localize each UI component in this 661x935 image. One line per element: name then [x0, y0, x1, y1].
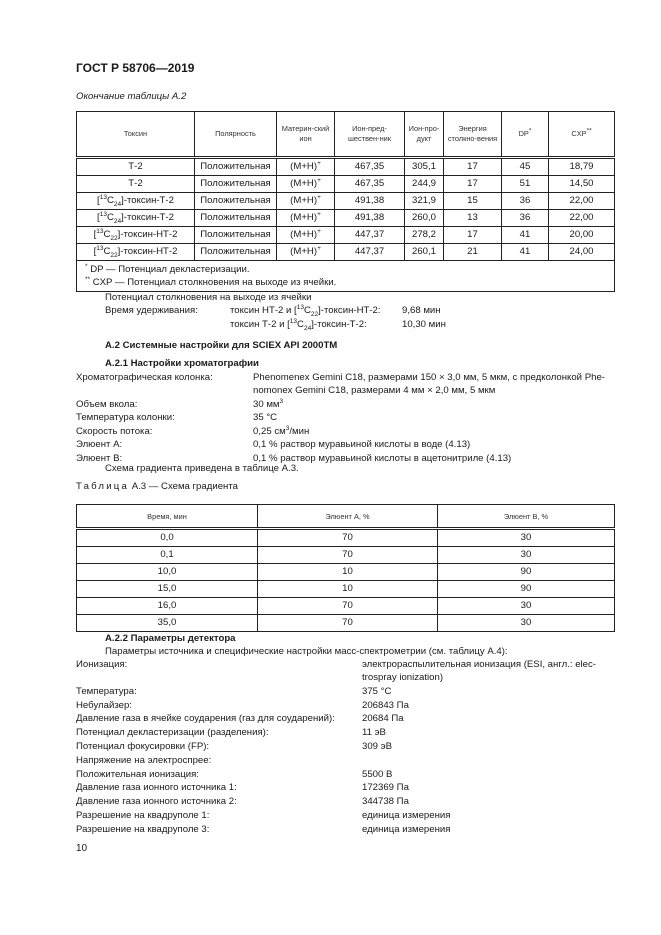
table-row: [77, 176, 615, 193]
param-label: Ионизация:: [76, 659, 128, 670]
param-label: Температура:: [76, 685, 137, 697]
footnote: [85, 276, 608, 289]
cxp-mark: **: [586, 127, 592, 135]
value-text: единица измерения: [362, 823, 451, 835]
cell-toxin: [77, 227, 195, 244]
cell-time: 0,1: [77, 547, 258, 564]
footnote-mark: *: [85, 262, 88, 270]
cell-energy: 17: [444, 158, 502, 176]
ion-text: (М+Н): [290, 229, 318, 240]
toxin-isotope: 13: [96, 244, 104, 252]
footnote: [85, 263, 608, 276]
cell-product: 244,9: [405, 176, 444, 193]
footnote-text: DP — Потенциал декластеризации.: [87, 264, 250, 275]
param-value: [362, 740, 392, 753]
cell-energy: 15: [444, 193, 502, 210]
toxin-pre: [: [93, 246, 97, 257]
table-a2-caption: Окончание таблицы А.2: [76, 91, 187, 102]
cell-cxp: 22,00: [549, 210, 615, 227]
col-eluent-a: Элюент А, %: [258, 505, 438, 529]
footnote-row: [77, 261, 615, 292]
dp-mark: *: [528, 127, 532, 135]
table-header-row: [77, 112, 615, 158]
param-label: Потенциал декластеризации (разделения):: [76, 727, 269, 739]
col-product: Ион-про-дукт: [405, 112, 444, 158]
param-value: [362, 685, 391, 698]
cell-eluent-b: 30: [438, 615, 615, 632]
cell-eluent-a: 10: [258, 581, 438, 598]
cell-cxp: 14,50: [549, 176, 615, 193]
toxin-count: 24: [113, 200, 122, 208]
param-label: Небулайзер:: [76, 699, 132, 711]
cell-cxp: 22,00: [549, 193, 615, 210]
table-row: [77, 615, 615, 632]
param-value: [253, 371, 605, 384]
toxin-pre: [: [97, 195, 100, 206]
table-a3-caption: [76, 481, 238, 492]
table-footnotes: [77, 261, 615, 292]
cell-dp: 36: [502, 193, 549, 210]
col-precursor: Ион-пред-шествен-ник: [335, 112, 405, 158]
cell-product: 260,0: [405, 210, 444, 227]
cell-precursor: 491,38: [335, 193, 405, 210]
toxin-isotope: 13: [99, 210, 107, 218]
cell-time: 10,0: [77, 564, 258, 581]
cell-product: 260,1: [405, 244, 444, 261]
cell-toxin: [77, 176, 195, 193]
cell-time: 15,0: [77, 581, 258, 598]
table-row: [77, 547, 615, 564]
cell-dp: 41: [502, 244, 549, 261]
param-value: [253, 411, 277, 424]
cell-precursor: 447,37: [335, 244, 405, 261]
param-label: Давление газа в ячейке соударения (газ для соударений):: [76, 713, 335, 725]
toxin-pre: [: [97, 212, 100, 223]
param-value: [362, 823, 450, 836]
cell-dp: 45: [502, 158, 549, 176]
footnote-text: CXP — Потенциал столкновения на выходе из ячейки.: [90, 277, 337, 288]
value-exponent: 3: [279, 397, 284, 405]
cell-polarity: Положительная: [195, 227, 277, 244]
ion-charge: +: [317, 244, 321, 252]
section-a2-title: А.2 Системные настройки для SCIEX API 2000TM: [105, 340, 338, 351]
value-unit: /мин: [289, 425, 310, 437]
ion-text: (М+Н): [290, 246, 318, 257]
ion-charge: +: [317, 193, 321, 201]
table-row: [77, 210, 615, 227]
cell-toxin: [77, 210, 195, 227]
cell-parent-ion: [277, 176, 335, 193]
value-text: 309 эВ: [362, 741, 392, 752]
param-label: Разрешение на квадруполе 1:: [76, 810, 210, 821]
param-label: Давление газа ионного источника 1:: [76, 782, 237, 794]
param-label: Разрешение на квадруполе 3:: [76, 823, 210, 835]
cell-eluent-b: 90: [438, 581, 615, 598]
cell-eluent-b: 30: [438, 529, 615, 547]
toxin-post: ]-токсин-Т-2: [121, 212, 174, 223]
ion-text: (М+Н): [290, 161, 318, 172]
toxin-count: 24: [113, 217, 122, 225]
cell-toxin: [77, 244, 195, 261]
cell-eluent-b: 90: [438, 564, 615, 581]
cell-product: 321,9: [405, 193, 444, 210]
count: 22: [310, 310, 319, 318]
page-number: 10: [76, 843, 88, 854]
count: 24: [303, 324, 312, 332]
param-value: [362, 699, 409, 712]
cell-polarity: Положительная: [195, 176, 277, 193]
cell-time: 35,0: [77, 615, 258, 632]
table-row: [77, 564, 615, 581]
col-cxp: [549, 112, 615, 158]
retention-label: Время удерживания:: [105, 305, 198, 316]
toxin-isotope: 13: [99, 193, 107, 201]
gradient-note: Схема градиента приведена в таблице А.3.: [105, 463, 299, 474]
compound-pre: токсин НТ-2 и [: [230, 305, 297, 316]
col-energy: Энергия столкно-вения: [444, 112, 502, 158]
cell-polarity: Положительная: [195, 210, 277, 227]
cell-time: 0,0: [77, 529, 258, 547]
param-value: [253, 438, 470, 451]
param-value: [362, 809, 450, 822]
ion-charge: +: [317, 227, 321, 235]
param-label: Элюент В:: [76, 452, 123, 464]
col-dp-label: DP: [518, 129, 529, 138]
section-a22-title: А.2.2 Параметры детектора: [105, 633, 236, 644]
ion-charge: +: [317, 159, 321, 167]
toxin-post: ]-токсин-Т-2: [121, 195, 174, 206]
cell-dp: 41: [502, 227, 549, 244]
table-row: [77, 193, 615, 210]
value-text: 11 эВ: [362, 727, 386, 739]
compound-post: ]-токсин-НТ-2:: [318, 305, 381, 316]
col-eluent-b: Элюент В, %: [438, 505, 615, 529]
param-label: Элюент А:: [76, 439, 123, 450]
cell-parent-ion: [277, 244, 335, 261]
col-polarity: Полярность: [195, 112, 277, 158]
ion-text: (М+Н): [290, 195, 318, 206]
param-label: Температура колонки:: [76, 412, 175, 423]
cell-product: 305,1: [405, 158, 444, 176]
toxin-count: 22: [110, 251, 118, 259]
toxin-pre: Т-2: [128, 178, 143, 189]
col-time: Время, мин: [77, 505, 258, 529]
cell-precursor: 491,38: [335, 210, 405, 227]
toxin-base: C: [106, 195, 114, 206]
cell-eluent-a: 10: [258, 564, 438, 581]
value-text: 172369 Па: [362, 782, 409, 794]
cell-toxin: [77, 158, 195, 176]
col-cxp-label: CXP: [571, 129, 587, 138]
param-value: [362, 726, 386, 739]
cell-eluent-b: 30: [438, 547, 615, 564]
cell-eluent-a: 70: [258, 547, 438, 564]
cell-polarity: Положительная: [195, 244, 277, 261]
compound-pre: токсин Т-2 и [: [230, 319, 290, 330]
col-toxin: Токсин: [77, 112, 195, 158]
value-text: 206843 Па: [362, 699, 409, 711]
toxin-pre: [: [93, 229, 97, 240]
ion-text: (М+Н): [290, 178, 318, 189]
value-exponent: 3: [285, 424, 290, 432]
ion-charge: +: [317, 176, 321, 184]
cell-parent-ion: [277, 227, 335, 244]
param-value: [362, 795, 409, 808]
cell-eluent-b: 30: [438, 598, 615, 615]
ion-charge: +: [317, 210, 321, 218]
table-a2: [76, 111, 615, 292]
cell-energy: 21: [444, 244, 502, 261]
table-row: [77, 581, 615, 598]
table-row: [77, 158, 615, 176]
cell-precursor: 467,35: [335, 158, 405, 176]
cell-parent-ion: [277, 193, 335, 210]
param-label: Хроматографическая колонка:: [76, 372, 213, 383]
retention-compound: [230, 318, 367, 331]
cell-polarity: Положительная: [195, 158, 277, 176]
cell-eluent-a: 70: [258, 529, 438, 547]
param-label: Положительная ионизация:: [76, 768, 199, 780]
col-parent-ion: Материн-ский ион: [277, 112, 335, 158]
col-dp: [502, 112, 549, 158]
value-text: 0,25 см: [253, 425, 286, 437]
value-text: Phenomenex Gemini C18, размерами 150 × 3,0 мм, 5 мкм, с предколонкой Phe-: [253, 372, 605, 383]
table-a3: [76, 504, 615, 632]
value-text: 30 мм: [253, 398, 280, 410]
toxin-isotope: 13: [96, 227, 104, 235]
param-label: Напряжение на электроспрее:: [76, 754, 212, 766]
param-label: Скорость потока:: [76, 425, 153, 437]
toxin-base: C: [106, 212, 114, 223]
toxin-base: C: [103, 229, 111, 240]
table-header-row: [77, 505, 615, 529]
param-value-cont: trospray ionization): [362, 672, 444, 683]
cell-dp: 51: [502, 176, 549, 193]
cell-cxp: 24,00: [549, 244, 615, 261]
cell-precursor: 447,37: [335, 227, 405, 244]
param-label: Объем вкола:: [76, 398, 138, 410]
cxp-note: Потенциал столкновения на выходе из ячейки: [105, 292, 312, 303]
cell-energy: 13: [444, 210, 502, 227]
isotope: 13: [296, 303, 304, 311]
table-row: [77, 227, 615, 244]
footnote-mark: **: [85, 275, 91, 283]
param-value-cont: nomonex Gemini C18, размерами 4 мм × 2,0 мм, 5 мкм: [253, 385, 496, 396]
element: C: [303, 305, 311, 316]
value-text: 0,1 % раствор муравьиной кислоты в воде (4.13): [253, 439, 471, 450]
cell-energy: 17: [444, 227, 502, 244]
cell-toxin: [77, 193, 195, 210]
toxin-base: C: [103, 246, 111, 257]
cell-parent-ion: [277, 158, 335, 176]
standard-header: ГОСТ Р 58706—2019: [76, 61, 195, 75]
table-label: Таблица: [76, 481, 130, 492]
cell-eluent-a: 70: [258, 615, 438, 632]
value-text: 5500 В: [362, 768, 393, 780]
value-text: 20684 Па: [362, 713, 404, 725]
table-a3-title: А.3 — Схема градиента: [131, 481, 238, 492]
value-text: 344738 Па: [362, 796, 409, 808]
cell-polarity: Положительная: [195, 193, 277, 210]
compound-post: ]-токсин-Т-2:: [311, 319, 367, 330]
value-text: единица измерения: [362, 810, 451, 821]
toxin-post: ]-токсин-НТ-2: [117, 229, 178, 240]
cell-product: 278,2: [405, 227, 444, 244]
value-text: электрораспылительная ионизация (ESI, англ.: elec-: [362, 659, 596, 670]
section-a21-title: А.2.1 Настройки хроматографии: [105, 358, 259, 369]
param-value: [362, 658, 596, 671]
toxin-post: ]-токсин-НТ-2: [117, 246, 178, 257]
cell-cxp: 18,79: [549, 158, 615, 176]
param-value: [253, 425, 309, 438]
cell-energy: 17: [444, 176, 502, 193]
toxin-count: 22: [110, 234, 118, 242]
param-value: [362, 712, 404, 725]
value-text: 35 °С: [253, 412, 278, 423]
cell-parent-ion: [277, 210, 335, 227]
table-row: [77, 598, 615, 615]
cell-cxp: 20,00: [549, 227, 615, 244]
retention-time: 10,30 мин: [402, 319, 446, 330]
param-label: Давление газа ионного источника 2:: [76, 796, 237, 808]
cell-precursor: 467,35: [335, 176, 405, 193]
isotope: 13: [289, 317, 298, 325]
cell-eluent-a: 70: [258, 598, 438, 615]
value-text: 375 °С: [362, 685, 392, 697]
retention-compound: [230, 304, 381, 317]
param-value: [362, 768, 392, 781]
toxin-pre: Т-2: [128, 161, 143, 172]
param-value: [362, 781, 409, 794]
retention-time: 9,68 мин: [402, 305, 441, 316]
param-label: Потенциал фокусировки (FP):: [76, 741, 210, 752]
cell-dp: 36: [502, 210, 549, 227]
ion-text: (М+Н): [290, 212, 318, 223]
detector-intro: Параметры источника и специфические настройки масс-спектрометрии (см. таблицу А.4):: [105, 646, 508, 657]
element: C: [297, 319, 304, 330]
table-row: [77, 244, 615, 261]
cell-time: 16,0: [77, 598, 258, 615]
value-text: 0,1 % раствор муравьиной кислоты в ацетонитриле (4.13): [253, 452, 512, 464]
table-row: [77, 529, 615, 547]
param-value: [253, 398, 283, 411]
